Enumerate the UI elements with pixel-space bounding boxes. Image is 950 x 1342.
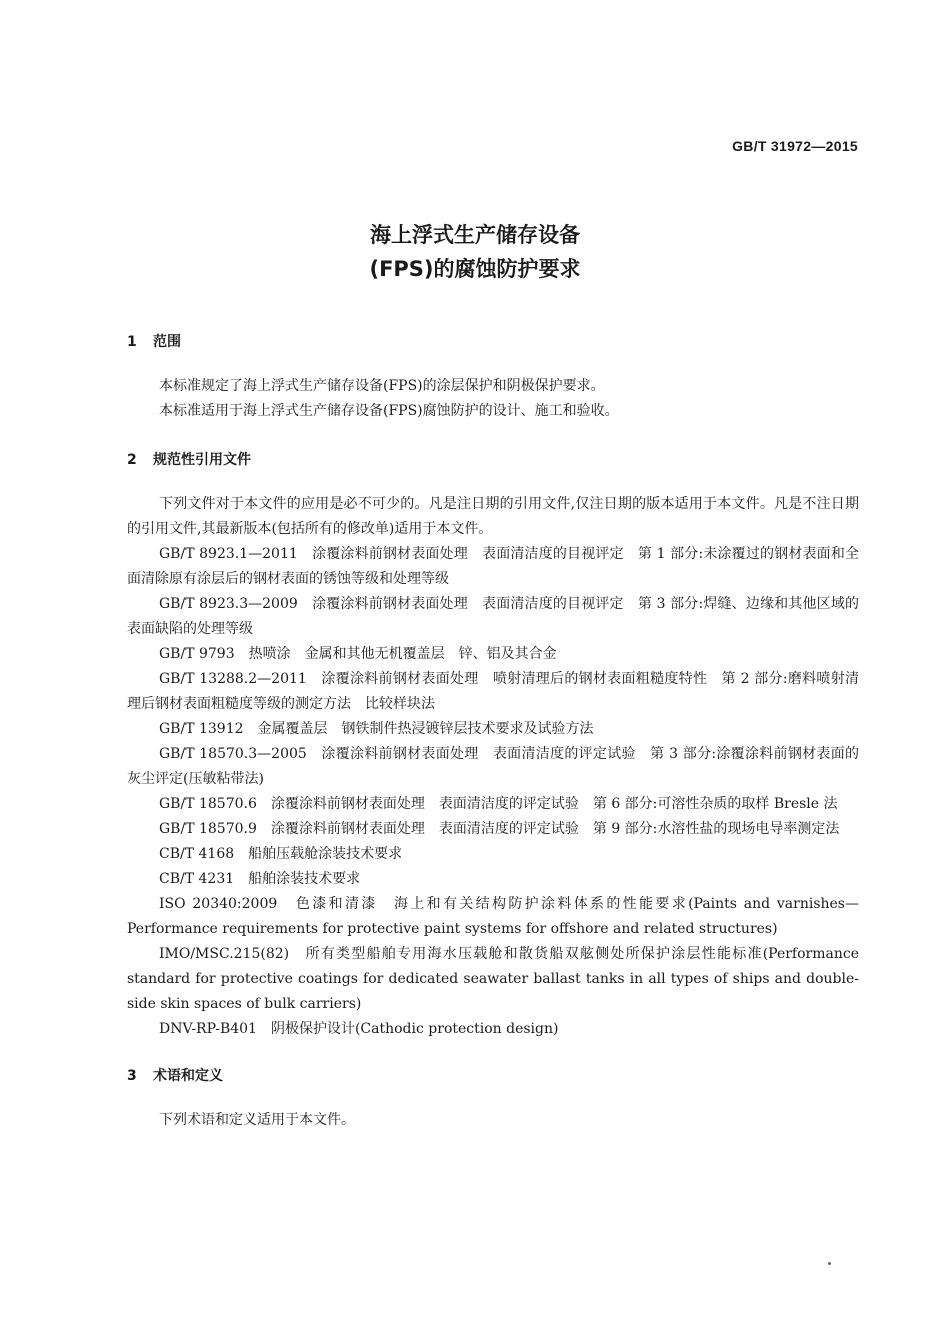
reference-item: GB/T 8923.3—2009 涂覆涂料前钢材表面处理 表面清洁度的目视评定 第 3 部分:焊缝、边缘和其他区域的表面缺陷的处理等级 bbox=[127, 596, 859, 637]
reference-item: ISO 20340:2009 色漆和清漆 海上和有关结构防护涂料体系的性能要求(Paints and varnishes—Performance requirements for protective paint systems for offshore and related structures) bbox=[127, 896, 859, 937]
reference-item: GB/T 13288.2—2011 涂覆涂料前钢材表面处理 喷射清理后的钢材表面粗糙度特性 第 2 部分:磨料喷射清理后钢材表面粗糙度等级的测定方法 比较样块法 bbox=[127, 671, 859, 712]
reference-item: IMO/MSC.215(82) 所有类型船舶专用海水压载舱和散货船双舷侧处所保护涂层性能标准(Performance standard for protective coatings for dedicated seawater ballast tanks in all types of ships and double-side skin spaces of bulk carriers) bbox=[127, 946, 859, 1012]
section-title: 范围 bbox=[153, 334, 181, 350]
paragraph: 下列术语和定义适用于本文件。 bbox=[159, 1112, 355, 1128]
reference-item: CB/T 4168 船舶压载舱涂装技术要求 bbox=[159, 846, 403, 862]
reference-item: GB/T 8923.1—2011 涂覆涂料前钢材表面处理 表面清洁度的目视评定 第 1 部分:未涂覆过的钢材表面和全面清除原有涂层后的钢材表面的锈蚀等级和处理等级 bbox=[127, 546, 859, 587]
standard-code: GB/T 31972—2015 bbox=[732, 138, 858, 154]
section-heading bbox=[127, 330, 859, 354]
section-title: 术语和定义 bbox=[153, 1068, 223, 1084]
reference-item: GB/T 18570.3—2005 涂覆涂料前钢材表面处理 表面清洁度的评定试验 第 3 部分:涂覆涂料前钢材表面的灰尘评定(压敏粘带法) bbox=[127, 746, 859, 787]
paragraph: 下列文件对于本文件的应用是必不可少的。凡是注日期的引用文件,仅注日期的版本适用于本文件。凡是不注日期的引用文件,其最新版本(包括所有的修改单)适用于本文件。 bbox=[127, 496, 859, 537]
section-number: 2 bbox=[127, 452, 137, 468]
section-heading bbox=[127, 1064, 859, 1088]
reference-item: GB/T 9793 热喷涂 金属和其他无机覆盖层 锌、铝及其合金 bbox=[159, 646, 557, 662]
paragraph: 本标准规定了海上浮式生产储存设备(FPS)的涂层保护和阴极保护要求。 bbox=[159, 378, 605, 394]
document-body bbox=[127, 330, 859, 1133]
reference-item: GB/T 13912 金属覆盖层 钢铁制件热浸镀锌层技术要求及试验方法 bbox=[159, 721, 594, 737]
document-title bbox=[0, 218, 950, 286]
section-terms-definitions bbox=[127, 1064, 859, 1133]
paragraph: 本标准适用于海上浮式生产储存设备(FPS)腐蚀防护的设计、施工和验收。 bbox=[159, 403, 619, 419]
section-number: 1 bbox=[127, 334, 137, 350]
title-line-2: (FPS)的腐蚀防护要求 bbox=[369, 257, 581, 281]
reference-item: GB/T 18570.6 涂覆涂料前钢材表面处理 表面清洁度的评定试验 第 6 部分:可溶性杂质的取样 Bresle 法 bbox=[159, 796, 838, 812]
section-number: 3 bbox=[127, 1068, 137, 1084]
section-heading bbox=[127, 448, 859, 472]
scan-speck bbox=[828, 1262, 831, 1265]
title-line-1: 海上浮式生产储存设备 bbox=[370, 223, 580, 247]
section-scope bbox=[127, 330, 859, 424]
reference-item: GB/T 18570.9 涂覆涂料前钢材表面处理 表面清洁度的评定试验 第 9 部分:水溶性盐的现场电导率测定法 bbox=[159, 821, 840, 837]
reference-item: CB/T 4231 船舶涂装技术要求 bbox=[159, 871, 361, 887]
reference-item: DNV-RP-B401 阴极保护设计(Cathodic protection design) bbox=[159, 1021, 559, 1037]
section-title: 规范性引用文件 bbox=[153, 452, 251, 468]
section-normative-references bbox=[127, 448, 859, 1042]
